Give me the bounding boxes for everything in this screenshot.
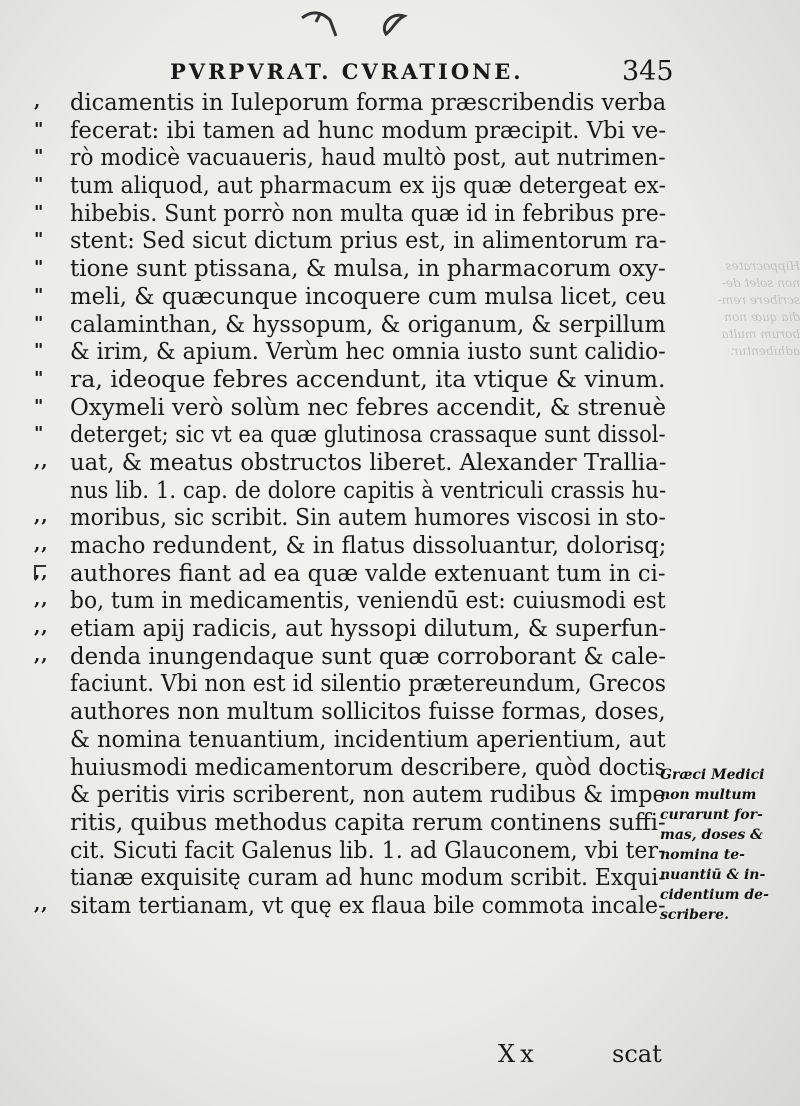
text-line (0, 88, 680, 116)
quotation-mark: ,, (34, 617, 49, 639)
line-text: etiam apij radicis, aut hyssopi dilutum, & superfun- (70, 614, 667, 643)
quotation-mark: " (34, 201, 45, 223)
quotation-mark: " (34, 367, 45, 389)
text-line (0, 836, 680, 864)
text-line (0, 143, 680, 171)
line-text: fecerat: ibi tamen ad hunc modum præcipit. Vbi ve- (70, 115, 667, 144)
margin-bracket (34, 565, 46, 579)
line-text: uat, & meatus obstructos liberet. Alexander Trallia- (70, 447, 667, 476)
text-line (0, 642, 680, 670)
quotation-mark: " (34, 257, 45, 279)
line-text: calaminthan, & hyssopum, & origanum, & serpillum (70, 309, 666, 338)
text-line (0, 808, 680, 836)
text-line (0, 337, 680, 365)
show-through-line: borum multa (721, 327, 800, 341)
quotation-mark: ,, (34, 506, 49, 528)
text-line (0, 559, 680, 587)
line-text: denda inungendaque sunt quæ corroborant & cale- (70, 641, 666, 670)
text-line (0, 254, 680, 282)
quotation-mark: " (34, 312, 45, 334)
quotation-mark: " (34, 118, 45, 140)
marginal-note (660, 765, 800, 925)
line-text: dicamentis in Iuleporum forma præscribendis verba (70, 88, 667, 116)
text-line (0, 503, 680, 531)
line-text: & peritis viris scriberent, non autem rudibus & impe (70, 780, 666, 809)
marginal-note-line: Græci Medici (660, 767, 765, 783)
quotation-mark: ,, (34, 561, 49, 583)
signature-mark: Xx (498, 1040, 539, 1068)
line-text: bo, tum in medicamentis, veniendū est: cuiusmodi est (70, 586, 666, 615)
text-line (0, 531, 680, 559)
quotation-mark: ,, (34, 589, 49, 611)
quotation-mark: ,, (34, 644, 49, 666)
marginal-note-line: nuantiū & in- (660, 867, 766, 883)
line-text: moribus, sic scribit. Sin autem humores viscosi in sto- (70, 503, 666, 532)
ink-scribble (300, 8, 410, 42)
running-head: PVRPVRAT. CVRATIONE. (170, 59, 524, 84)
text-line (0, 226, 680, 254)
show-through-line: Hippocrates (725, 259, 800, 273)
marginal-note-line: non multum (660, 787, 757, 803)
quotation-mark: " (34, 423, 45, 445)
show-through-line: scribere rem- (717, 293, 800, 307)
show-through-line: non solet de- (721, 276, 800, 290)
line-text: meli, & quæcunque incoquere cum mulsa licet, ceu (70, 281, 667, 310)
line-text: tianæ exquisitę curam ad hunc modum scribit. Exqui- (70, 863, 666, 892)
line-text: sitam tertianam, vt quę ex flaua bile commota incale- (70, 890, 666, 919)
line-text: tum aliquod, aut pharmacum ex ijs quæ detergeat ex- (70, 171, 666, 200)
text-line (0, 448, 680, 476)
quotation-mark: " (34, 229, 45, 251)
body-text (0, 88, 680, 919)
line-text: nus lib. 1. cap. de dolore capitis à ventriculi crassis hu- (70, 475, 667, 504)
text-line (0, 753, 680, 781)
text-line (0, 780, 680, 808)
line-text: ritis, quibus methodus capita rerum continens suffi- (70, 807, 666, 836)
text-line (0, 891, 680, 919)
text-line (0, 725, 680, 753)
text-line (0, 365, 680, 393)
show-through-line: dia quæ non (724, 310, 800, 324)
line-text: Oxymeli verò solùm nec febres accendit, & strenuè (70, 392, 667, 421)
show-through-line: adhibentur. (730, 344, 800, 358)
marginal-note-line: mas, doses & (660, 827, 763, 843)
line-text: deterget; sic vt ea quæ glutinosa crassaque sunt dissol- (70, 420, 666, 449)
marginal-note-line: cidentium de- (660, 887, 769, 903)
line-text: huiusmodi medicamentorum describere, quòd doctis (70, 752, 667, 781)
line-text: hibebis. Sunt porrò non multa quæ id in febribus pre- (70, 198, 667, 227)
line-text: & irim, & apium. Verùm hec omnia iusto sunt calidio- (70, 337, 666, 366)
quotation-mark: " (34, 395, 45, 417)
line-text: tione sunt ptissana, & mulsa, in pharmacorum oxy- (70, 254, 666, 283)
text-line (0, 863, 680, 891)
text-line (0, 310, 680, 338)
text-line (0, 697, 680, 725)
line-text: stent: Sed sicut dictum prius est, in alimentorum ra- (70, 226, 667, 255)
text-line (0, 282, 680, 310)
text-line (0, 476, 680, 504)
quotation-mark: ,, (34, 534, 49, 555)
text-line (0, 420, 680, 448)
quotation-mark: " (34, 174, 45, 196)
quotation-mark: , (34, 91, 42, 112)
line-text: authores fiant ad ea quæ valde extenuant tum in ci- (70, 558, 666, 587)
text-line (0, 669, 680, 697)
quotation-mark: " (34, 284, 45, 306)
line-text: & nomina tenuantium, incidentium aperientium, aut (70, 724, 666, 753)
text-line (0, 116, 680, 144)
line-text: authores non multum sollicitos fuisse formas, doses, (70, 697, 666, 726)
line-text: rò modicè vacuaueris, haud multò post, aut nutrimen- (70, 143, 666, 172)
marginal-note-line: curarunt for- (660, 807, 763, 823)
text-line (0, 393, 680, 421)
marginal-note-line: scribere. (660, 907, 729, 923)
line-text: faciunt. Vbi non est id silentio prætereundum, Grecos (70, 669, 666, 698)
catchword: scat (612, 1040, 662, 1068)
show-through-text (680, 258, 800, 360)
line-text: ra, ideoque febres accendunt, ita vtique & vinum. (70, 364, 666, 393)
text-line (0, 614, 680, 642)
quotation-mark: ,, (34, 893, 49, 915)
quotation-mark: " (34, 146, 45, 168)
quotation-mark: ,, (34, 450, 49, 472)
text-line (0, 199, 680, 227)
line-text: macho redundent, & in flatus dissoluantur, dolorisq; (70, 531, 667, 559)
quotation-mark: " (34, 340, 45, 362)
line-text: cit. Sicuti facit Galenus lib. 1. ad Glauconem, vbi ter- (70, 835, 666, 864)
text-line (0, 171, 680, 199)
text-line (0, 586, 680, 614)
page-header (170, 57, 680, 87)
page-number: 345 (622, 56, 674, 87)
marginal-note-line: nomina te- (660, 847, 745, 863)
